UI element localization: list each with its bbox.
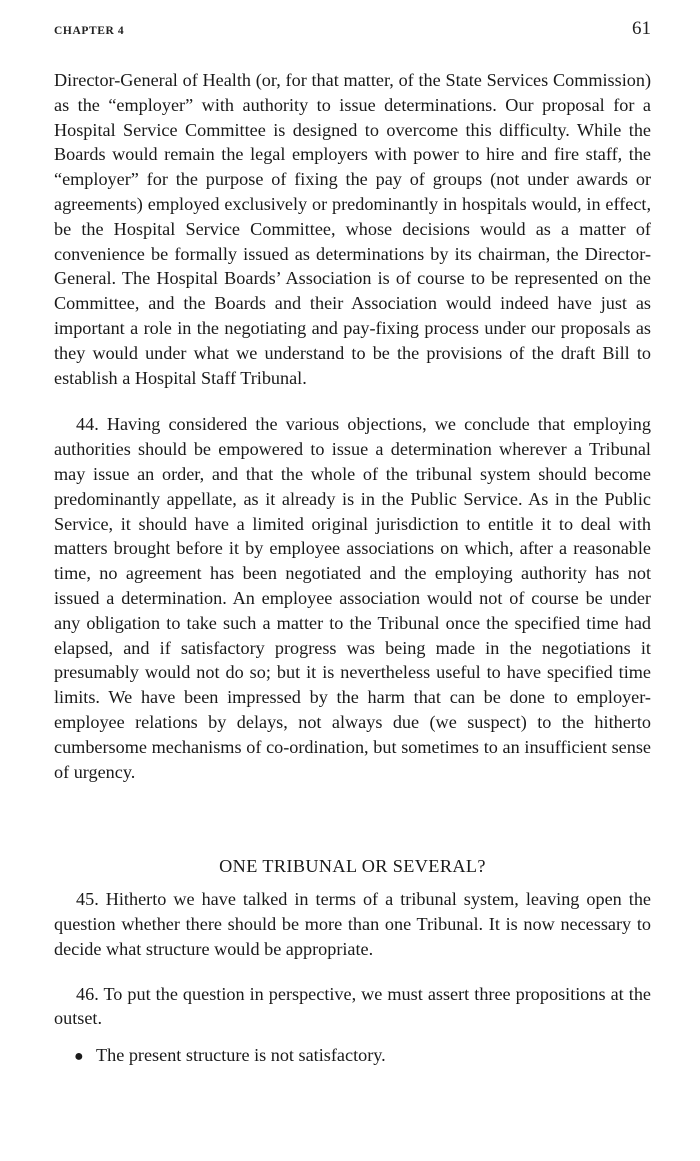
running-head (54, 18, 651, 58)
paragraph-44: 44. Having considered the various objections, we conclude that employing authorities should be empowered to issue a determination wherever a Tribunal may issue an order, and that the whole of the tribunal system should become predominantly appellate, as it already is in the Public Service. As in the Public Service, it should have a limited original jurisdiction to entitle it to deal with matters brought before it by employee associations on which, after a reasonable time, no agreement has been negotiated and the employing authority has not issued a determination. An employee association would not of course be under any obligation to take such a matter to the Tribunal once the specified time had elapsed, and if satisfactory progress was being made in the negotiations it presumably would not do so; but it is nevertheless useful to have specified time limits. We have been impressed by the harm that can be done to employer-employee relations by delays, not always due (we suspect) to the hitherto cumbersome mechanisms of co-ordination, but sometimes to an insufficient sense of urgency. (54, 414, 651, 782)
paragraph-45: 45. Hitherto we have talked in terms of a tribunal system, leaving open the question whether there should be more than one Tribunal. It is now necessary to decide what structure would be appropriate. (54, 889, 651, 959)
document-page (54, 18, 651, 1070)
bullet-text: The present structure is not satisfactory. (96, 1045, 386, 1066)
bullet-list (54, 1043, 651, 1070)
body-text (54, 68, 651, 1070)
bullet-icon: ● (74, 1048, 84, 1066)
section-heading: ONE TRIBUNAL OR SEVERAL? (219, 856, 486, 877)
chapter-label: CHAPTER 4 (54, 25, 125, 37)
paragraph-continuation: Director-General of Health (or, for that matter, of the State Services Commission) as the “employer” with authority to issue determinations. Our proposal for a Hospital Service Committee is designed to overcome this difficulty. While the Boards would remain the legal employers with power to hire and fire staff, the “employer” for the purpose of fixing the pay of groups (not under awards or agreements) employed exclusively or predominantly in hospitals would, in effect, be the Hospital Service Committee, whose decisions would as a matter of convenience be formally issued as determinations by its chairman, the Director-General. The Hospital Boards’ Association is of course to be represented on the Committee, and the Boards and their Association would indeed have just as important a role in the negotiating and pay-fixing process under our proposals as they would under what we understand to be the provisions of the draft Bill to establish a Hospital Staff Tribunal. (54, 70, 651, 388)
page-number: 61 (632, 18, 651, 39)
paragraph-46: 46. To put the question in perspective, we must assert three propositions at the outset. (54, 983, 651, 1029)
list-item (54, 1043, 651, 1070)
